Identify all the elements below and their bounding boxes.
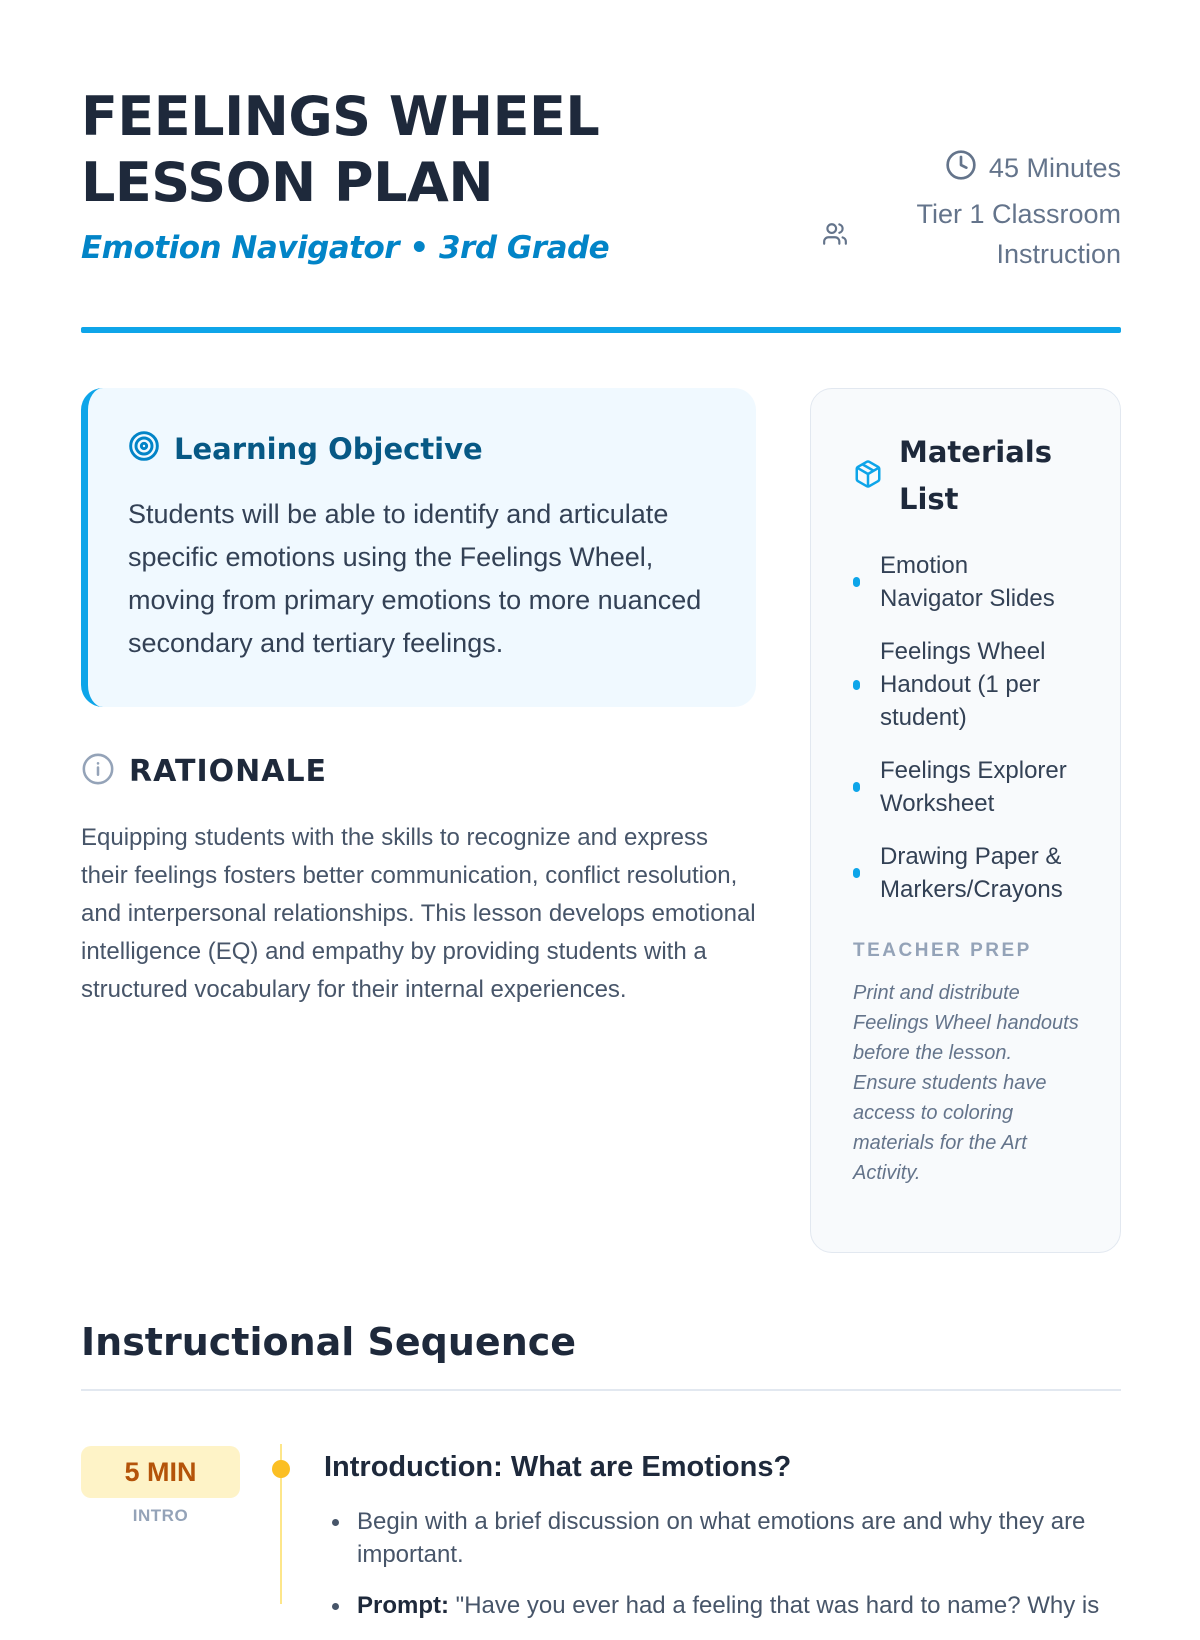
title-line-1: FEELINGS WHEEL: [81, 85, 600, 148]
info-icon: [81, 752, 115, 791]
objective-text: Students will be able to identify and articulate specific emotions using the Feelings Wheel, moving from primary emotions to more nuanced secondary and tertiary feelings.: [128, 499, 702, 658]
rationale-text: Equipping students with the skills to recognize and express their feelings fosters better communication, conflict resolution, and interpersonal relationships. This lesson develops emotional intelligence (EQ) and empathy by providing students with a structured vocabulary for their internal experiences.: [81, 824, 756, 1003]
duration: [916, 148, 1121, 188]
objective-title: Learning Objective: [174, 431, 483, 466]
clock-icon: [945, 149, 977, 188]
tier-line-1: Tier 1 Classroom: [916, 199, 1121, 229]
learning-objective-card: [81, 388, 756, 707]
list-item: [853, 549, 1080, 615]
lesson-meta: [916, 148, 1121, 274]
timeline-dot: [272, 1460, 290, 1478]
tier: [916, 194, 1121, 274]
teacher-prep-label: TEACHER PREP: [853, 940, 1032, 961]
list-item: Begin with a brief discussion on what emotions are and why they are important.: [324, 1505, 1124, 1571]
material-label: Drawing Paper & Markers/Crayons: [880, 843, 1063, 903]
step-title: Introduction: What are Emotions?: [324, 1451, 792, 1483]
list-item: [853, 840, 1080, 906]
phase-label: INTRO: [132, 1506, 189, 1525]
title-line-2: LESSON PLAN: [81, 151, 494, 214]
materials-list: [853, 549, 1080, 906]
materials-card: [810, 388, 1121, 1253]
bullet-dot: [853, 782, 860, 792]
page-subtitle: Emotion Navigator • 3rd Grade: [81, 230, 610, 266]
prompt-label: Prompt:: [357, 1592, 449, 1619]
objective-heading: [128, 430, 716, 467]
teacher-prep-text: Print and distribute Feelings Wheel handouts before the lesson. Ensure students have access to coloring materials for the Art Activity.: [853, 982, 1079, 1184]
list-item: [324, 1589, 1124, 1622]
box-icon: [853, 459, 883, 494]
sequence-divider: [81, 1389, 1121, 1391]
list-item: [853, 635, 1080, 734]
target-icon: [128, 430, 160, 467]
bullet-dot: [853, 868, 860, 878]
prompt-text: "Have you ever had a feeling that was hard to name? Why is: [449, 1592, 1100, 1619]
page-header: [81, 84, 1121, 274]
bullet-dot: [853, 680, 860, 690]
materials-heading: [853, 429, 1080, 523]
duration-text: 45 Minutes: [988, 152, 1121, 183]
material-label: Emotion Navigator Slides: [880, 552, 1055, 612]
materials-title: Materials List: [899, 435, 1052, 516]
rationale-title: RATIONALE: [129, 754, 328, 789]
tier-line-2: Instruction: [996, 239, 1121, 269]
material-label: Feelings Wheel Handout (1 per student): [880, 638, 1046, 731]
users-icon: [822, 218, 848, 258]
sequence-title: Instructional Sequence: [81, 1320, 577, 1364]
header-divider: [81, 327, 1121, 333]
list-item: [853, 754, 1080, 820]
rationale-heading: [81, 752, 327, 791]
step-bullets: [324, 1505, 1124, 1640]
time-badge: 5 MIN: [81, 1446, 240, 1498]
bullet-dot: [853, 577, 860, 587]
material-label: Feelings Explorer Worksheet: [880, 757, 1067, 817]
